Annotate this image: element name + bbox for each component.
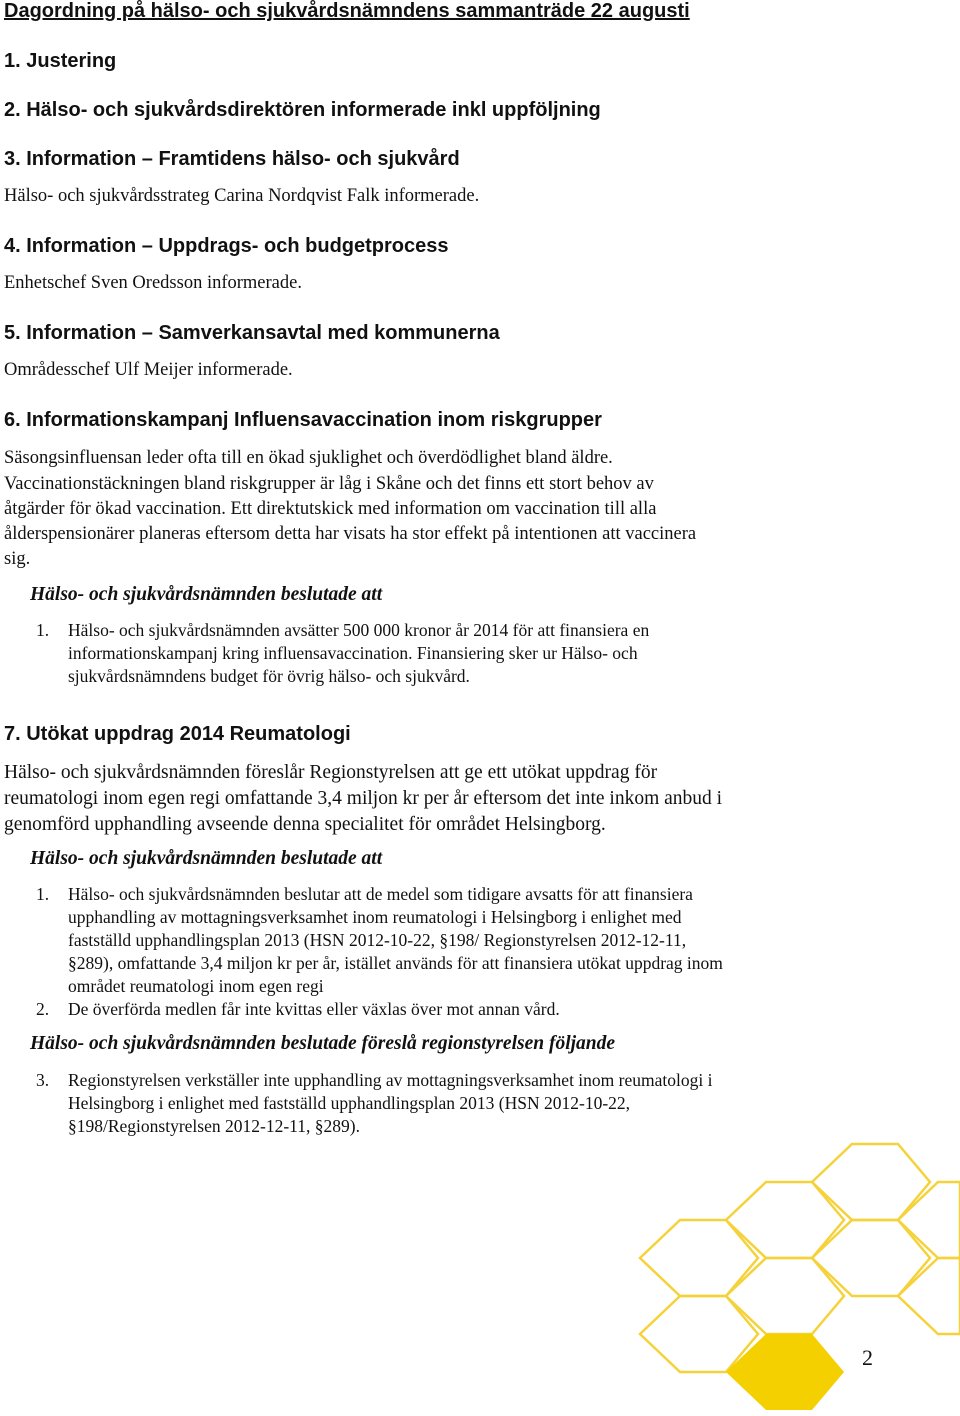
section-7-heading: 7. Utökat uppdrag 2014 Reumatologi <box>4 723 351 745</box>
hexagon-outline-icon <box>726 1258 844 1334</box>
section-7-line: genomförd upphandling avseende denna specialitet för området Helsingborg. <box>4 814 606 835</box>
section-3-text: Hälso- och sjukvårdsstrateg Carina Nordqvist Falk informerade. <box>4 186 480 206</box>
list-item-number: 2. <box>36 999 50 1019</box>
hexagon-outline-icon <box>812 1144 930 1220</box>
list-item-number: 1. <box>36 884 50 904</box>
list-item-line: Hälso- och sjukvårdsnämnden beslutar att de medel som tidigare avsatts för att finansiera <box>68 884 693 904</box>
section-6-line: åtgärder för ökad vaccination. Ett direktutskick med information om vaccination till alla <box>4 499 657 519</box>
section-6-line: ålderspensionärer planeras eftersom detta har visats ha stor effekt på intentionen att vaccinera <box>4 524 697 544</box>
list-item-line: upphandling av mottagningsverksamhet inom reumatologi i Helsingborg i enlighet med <box>68 907 682 927</box>
section-7-decision-heading: Hälso- och sjukvårdsnämnden beslutade att <box>30 848 383 869</box>
list-item-number: 3. <box>36 1070 50 1090</box>
section-6-heading: 6. Informationskampanj Influensavaccination inom riskgrupper <box>4 409 602 431</box>
list-item-line: De överförda medlen får inte kvittas eller växlas över mot annan vård. <box>68 999 560 1019</box>
list-item-line: Hälso- och sjukvårdsnämnden avsätter 500 000 kronor år 2014 för att finansiera en <box>68 620 650 640</box>
hexagon-outline-icon <box>898 1182 960 1258</box>
hexagon-outline-icon <box>898 1258 960 1334</box>
section-6-decision-heading: Hälso- och sjukvårdsnämnden beslutade att <box>30 584 383 605</box>
section-1-heading: 1. Justering <box>4 50 117 72</box>
list-item-number: 1. <box>36 620 50 640</box>
list-item-line: Regionstyrelsen verkställer inte upphandling av mottagningsverksamhet inom reumatologi i <box>68 1070 713 1090</box>
hexagon-filled-icon <box>726 1334 844 1410</box>
section-4-text: Enhetschef Sven Oredsson informerade. <box>4 273 302 293</box>
section-7-proposal-heading: Hälso- och sjukvårdsnämnden beslutade föreslå regionstyrelsen följande <box>30 1033 616 1054</box>
document-title: Dagordning på hälso- och sjukvårdsnämndens sammanträde 22 augusti <box>4 0 690 22</box>
section-5-text: Områdesschef Ulf Meijer informerade. <box>4 360 293 380</box>
section-4-heading: 4. Information – Uppdrags- och budgetprocess <box>4 235 449 257</box>
hexagon-outline-icon <box>726 1182 844 1258</box>
page-number: 2 <box>862 1345 873 1370</box>
list-item-line: Helsingborg i enlighet med fastställd upphandlingsplan 2013 (HSN 2012-10-22, <box>68 1093 631 1113</box>
section-7-line: reumatologi inom egen regi omfattande 3,4 miljon kr per år eftersom det inte inkom anbud i <box>4 788 723 809</box>
list-item-line: området reumatologi inom egen regi <box>68 976 324 996</box>
section-3-heading: 3. Information – Framtidens hälso- och sjukvård <box>4 148 460 170</box>
section-6-line: Vaccinationstäckningen bland riskgrupper är låg i Skåne och det finns ett stort behov av <box>4 474 654 494</box>
hexagon-outline-icon <box>812 1220 930 1296</box>
section-2-heading: 2. Hälso- och sjukvårdsdirektören informerade inkl uppföljning <box>4 99 601 121</box>
section-6-line: sig. <box>4 549 31 569</box>
hexagon-outline-icon <box>640 1220 758 1296</box>
section-6-line: Säsongsinfluensan leder ofta till en ökad sjuklighet och överdödlighet bland äldre. <box>4 448 613 468</box>
list-item-line: informationskampanj kring influensavaccination. Finansiering sker ur Hälso- och <box>68 643 638 663</box>
section-5-heading: 5. Information – Samverkansavtal med kommunerna <box>4 322 500 344</box>
section-7-line: Hälso- och sjukvårdsnämnden föreslår Regionstyrelsen att ge ett utökat uppdrag för <box>4 762 658 783</box>
list-item-line: §289), omfattande 3,4 miljon kr per år, istället används för att finansiera utökat uppdrag inom <box>68 953 723 973</box>
list-item-line: fastställd upphandlingsplan 2013 (HSN 2012-10-22, §198/ Regionstyrelsen 2012-12-11, <box>68 930 687 950</box>
list-item-line: §198/Regionstyrelsen 2012-12-11, §289). <box>68 1116 360 1136</box>
list-item-line: sjukvårdsnämndens budget för övrig hälso- och sjukvård. <box>68 666 470 686</box>
